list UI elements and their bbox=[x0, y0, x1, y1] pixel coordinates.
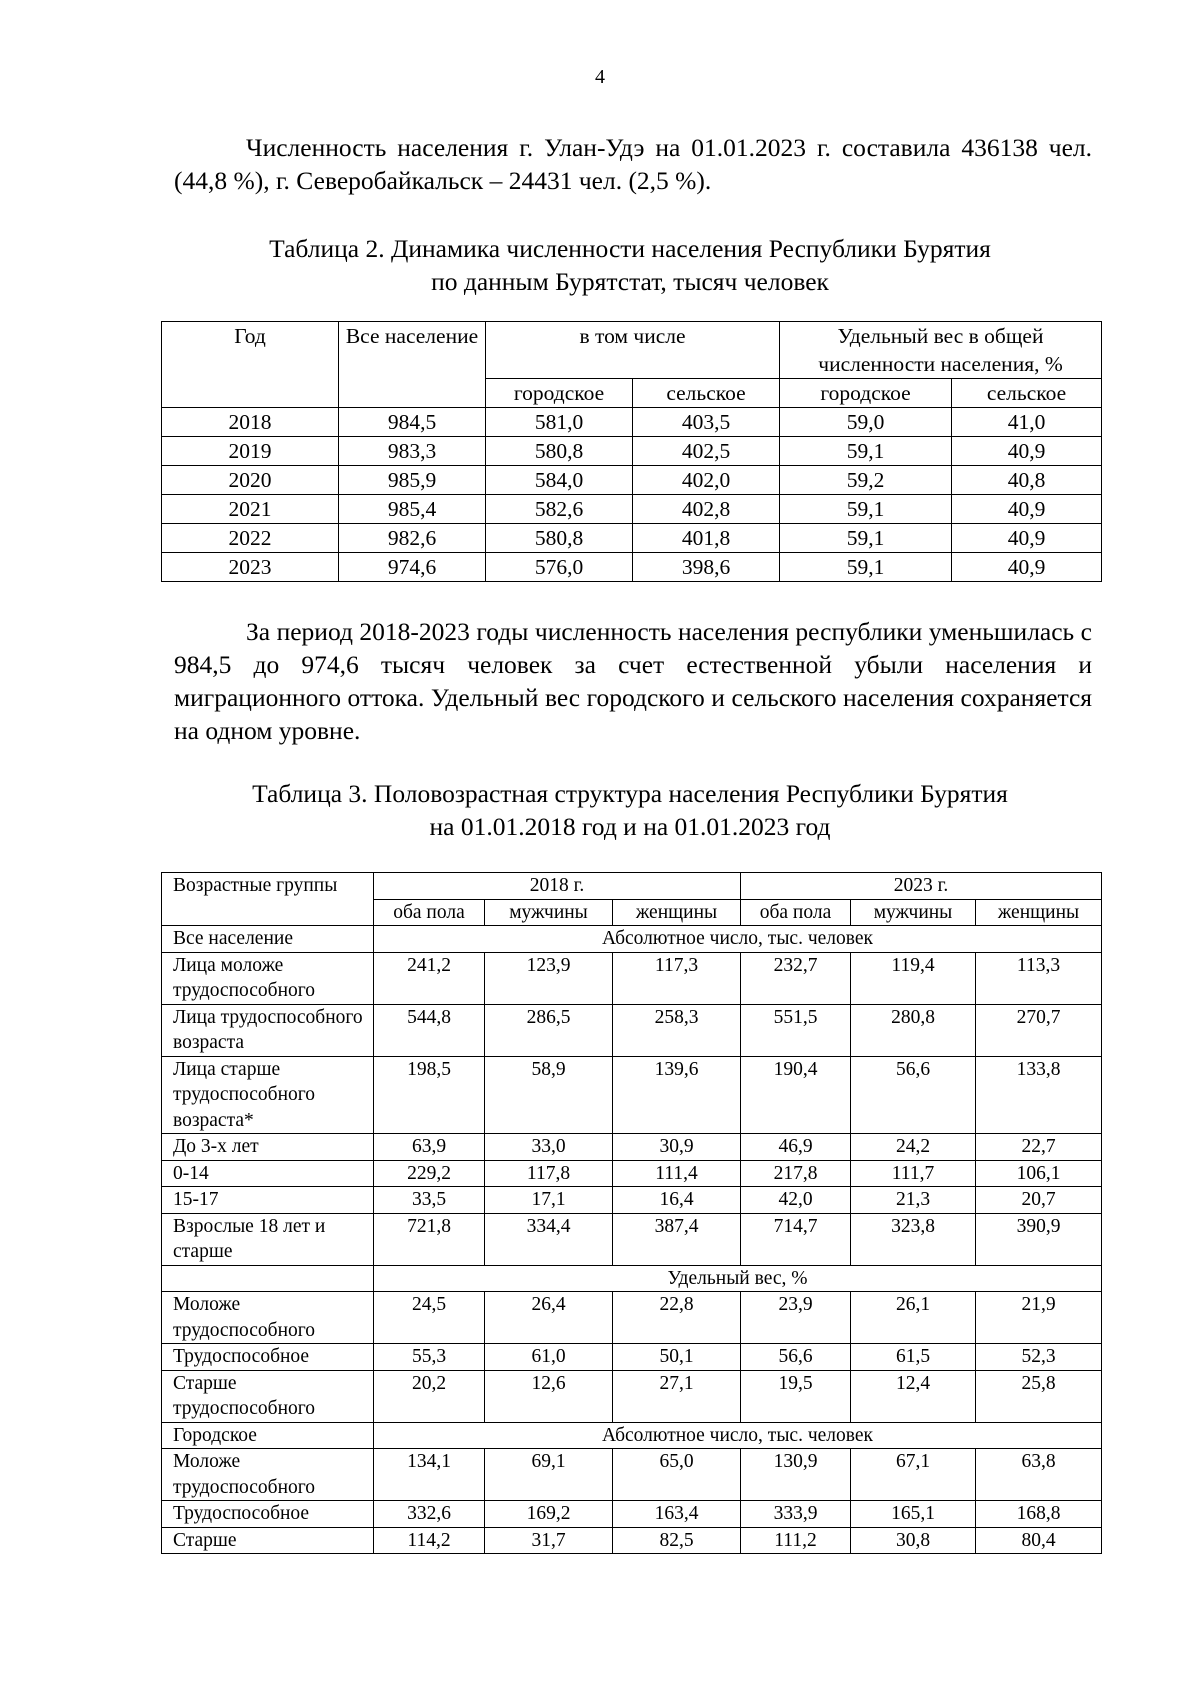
table-cell: 401,8 bbox=[633, 524, 780, 553]
table-row bbox=[162, 1056, 1102, 1134]
table-cell: 2023 bbox=[162, 553, 339, 582]
intro-paragraph: Численность населения г. Улан-Удэ на 01.01.2023 г. составила 436138 чел. (44,8 %), г. Северобайкальск – 24431 чел. (2,5 %). bbox=[174, 133, 1092, 195]
table-cell: 985,9 bbox=[339, 466, 486, 495]
table-cell: 580,8 bbox=[486, 437, 633, 466]
table-cell: 59,1 bbox=[780, 495, 952, 524]
table-cell: 280,8 bbox=[851, 1004, 976, 1056]
table-cell: 117,8 bbox=[485, 1160, 613, 1187]
table-cell: 21,3 bbox=[851, 1187, 976, 1214]
table-cell: 334,4 bbox=[485, 1213, 613, 1265]
table-cell: 134,1 bbox=[374, 1449, 485, 1501]
header-age-groups: Возрастные группы bbox=[162, 873, 374, 926]
section-label bbox=[162, 1265, 374, 1292]
table-cell: 232,7 bbox=[741, 952, 851, 1004]
table-cell: 229,2 bbox=[374, 1160, 485, 1187]
table-cell: 30,9 bbox=[613, 1134, 741, 1161]
table-cell: 974,6 bbox=[339, 553, 486, 582]
table2-body bbox=[162, 408, 1102, 582]
table-cell: 2021 bbox=[162, 495, 339, 524]
table-cell: 551,5 bbox=[741, 1004, 851, 1056]
table-cell: 2022 bbox=[162, 524, 339, 553]
table-cell: 114,2 bbox=[374, 1527, 485, 1554]
table-cell: 286,5 bbox=[485, 1004, 613, 1056]
table-cell: 40,9 bbox=[952, 437, 1102, 466]
table-row bbox=[162, 1370, 1102, 1422]
table2-caption-line1: Таблица 2. Динамика численности населения Республики Бурятия bbox=[269, 234, 991, 263]
table-cell: 17,1 bbox=[485, 1187, 613, 1214]
row-label: Лица старше трудоспособного возраста* bbox=[162, 1056, 374, 1134]
table-cell: 61,5 bbox=[851, 1344, 976, 1371]
header-2018: 2018 г. bbox=[374, 873, 741, 900]
table-cell: 63,9 bbox=[374, 1134, 485, 1161]
table-cell: 26,1 bbox=[851, 1292, 976, 1344]
row-label: Старше трудоспособного bbox=[162, 1370, 374, 1422]
table-cell: 984,5 bbox=[339, 408, 486, 437]
table-cell: 165,1 bbox=[851, 1501, 976, 1528]
table-cell: 26,4 bbox=[485, 1292, 613, 1344]
table-cell: 580,8 bbox=[486, 524, 633, 553]
table-cell: 123,9 bbox=[485, 952, 613, 1004]
section-header-row bbox=[162, 926, 1102, 953]
table-cell: 22,7 bbox=[976, 1134, 1102, 1161]
age-sex-structure-table bbox=[161, 872, 1102, 1554]
row-label: Трудоспособное bbox=[162, 1344, 374, 1371]
row-label: До 3-х лет bbox=[162, 1134, 374, 1161]
table-cell: 23,9 bbox=[741, 1292, 851, 1344]
table-row bbox=[162, 466, 1102, 495]
table-cell: 59,1 bbox=[780, 524, 952, 553]
table-row bbox=[162, 408, 1102, 437]
table-cell: 56,6 bbox=[741, 1344, 851, 1371]
table-row bbox=[162, 553, 1102, 582]
table-cell: 117,3 bbox=[613, 952, 741, 1004]
header-total: Все население bbox=[339, 322, 486, 408]
table-cell: 323,8 bbox=[851, 1213, 976, 1265]
table-cell: 163,4 bbox=[613, 1501, 741, 1528]
table-cell: 59,0 bbox=[780, 408, 952, 437]
row-label: Старше bbox=[162, 1527, 374, 1554]
table-cell: 402,8 bbox=[633, 495, 780, 524]
table-cell: 258,3 bbox=[613, 1004, 741, 1056]
row-label: Трудоспособное bbox=[162, 1501, 374, 1528]
table-cell: 40,9 bbox=[952, 495, 1102, 524]
table-cell: 31,7 bbox=[485, 1527, 613, 1554]
header-both-2023: оба пола bbox=[741, 899, 851, 926]
table-cell: 46,9 bbox=[741, 1134, 851, 1161]
table-row bbox=[162, 1213, 1102, 1265]
table-cell: 2019 bbox=[162, 437, 339, 466]
section-header-row bbox=[162, 1265, 1102, 1292]
table-cell: 24,5 bbox=[374, 1292, 485, 1344]
table-cell: 198,5 bbox=[374, 1056, 485, 1134]
table-cell: 30,8 bbox=[851, 1527, 976, 1554]
table-row bbox=[162, 524, 1102, 553]
table-cell: 982,6 bbox=[339, 524, 486, 553]
table-cell: 16,4 bbox=[613, 1187, 741, 1214]
table-row bbox=[162, 1004, 1102, 1056]
table-row bbox=[162, 1292, 1102, 1344]
table2-caption-line2: по данным Бурятстат, тысяч человек bbox=[431, 267, 829, 296]
header-share-urban: городское bbox=[780, 379, 952, 408]
table-row bbox=[162, 1449, 1102, 1501]
section-label: Все население bbox=[162, 926, 374, 953]
table-cell: 111,2 bbox=[741, 1527, 851, 1554]
table-row bbox=[162, 1344, 1102, 1371]
table-cell: 42,0 bbox=[741, 1187, 851, 1214]
table-cell: 41,0 bbox=[952, 408, 1102, 437]
section-title: Удельный вес, % bbox=[374, 1265, 1102, 1292]
row-label: Лица трудоспособного возраста bbox=[162, 1004, 374, 1056]
header-share-rural: сельское bbox=[952, 379, 1102, 408]
table-cell: 50,1 bbox=[613, 1344, 741, 1371]
table-cell: 403,5 bbox=[633, 408, 780, 437]
table-cell: 111,4 bbox=[613, 1160, 741, 1187]
table-cell: 20,7 bbox=[976, 1187, 1102, 1214]
table-row bbox=[162, 1527, 1102, 1554]
table-cell: 24,2 bbox=[851, 1134, 976, 1161]
table-cell: 584,0 bbox=[486, 466, 633, 495]
table-cell: 270,7 bbox=[976, 1004, 1102, 1056]
table-cell: 387,4 bbox=[613, 1213, 741, 1265]
table-cell: 59,2 bbox=[780, 466, 952, 495]
row-label: 15-17 bbox=[162, 1187, 374, 1214]
table-cell: 56,6 bbox=[851, 1056, 976, 1134]
table-cell: 40,9 bbox=[952, 553, 1102, 582]
table-cell: 69,1 bbox=[485, 1449, 613, 1501]
table-cell: 52,3 bbox=[976, 1344, 1102, 1371]
table-cell: 169,2 bbox=[485, 1501, 613, 1528]
table-cell: 721,8 bbox=[374, 1213, 485, 1265]
table-row bbox=[162, 437, 1102, 466]
table-cell: 190,4 bbox=[741, 1056, 851, 1134]
table-cell: 58,9 bbox=[485, 1056, 613, 1134]
header-women-2023: женщины bbox=[976, 899, 1102, 926]
table-row bbox=[162, 1501, 1102, 1528]
table-cell: 20,2 bbox=[374, 1370, 485, 1422]
row-label: 0-14 bbox=[162, 1160, 374, 1187]
table-cell: 40,9 bbox=[952, 524, 1102, 553]
table-cell: 12,6 bbox=[485, 1370, 613, 1422]
section-title: Абсолютное число, тыс. человек bbox=[374, 1422, 1102, 1449]
table-cell: 61,0 bbox=[485, 1344, 613, 1371]
table-cell: 168,8 bbox=[976, 1501, 1102, 1528]
table-cell: 390,9 bbox=[976, 1213, 1102, 1265]
section-header-row bbox=[162, 1422, 1102, 1449]
table-row bbox=[162, 952, 1102, 1004]
header-year: Год bbox=[162, 322, 339, 408]
table-cell: 119,4 bbox=[851, 952, 976, 1004]
dynamics-paragraph: За период 2018-2023 годы численность населения республики уменьшилась с 984,5 до 974,6 тысяч человек за счет естественной убыли населения и миграционного оттока. Удельный вес городского и сельского населения сохраняется на одном уровне. bbox=[174, 617, 1092, 745]
table-cell: 544,8 bbox=[374, 1004, 485, 1056]
table-cell: 333,9 bbox=[741, 1501, 851, 1528]
row-label: Лица моложе трудоспособного bbox=[162, 952, 374, 1004]
table-cell: 59,1 bbox=[780, 553, 952, 582]
header-including: в том числе bbox=[486, 322, 780, 379]
table-cell: 111,7 bbox=[851, 1160, 976, 1187]
header-2023: 2023 г. bbox=[741, 873, 1102, 900]
population-dynamics-table bbox=[161, 321, 1102, 582]
table-cell: 19,5 bbox=[741, 1370, 851, 1422]
table2-caption bbox=[160, 232, 1100, 298]
table-row bbox=[162, 495, 1102, 524]
table-cell: 82,5 bbox=[613, 1527, 741, 1554]
header-urban: городское bbox=[486, 379, 633, 408]
table-row bbox=[162, 1160, 1102, 1187]
table-cell: 25,8 bbox=[976, 1370, 1102, 1422]
page-number: 4 bbox=[595, 66, 605, 88]
header-both-2018: оба пола bbox=[374, 899, 485, 926]
table-cell: 2020 bbox=[162, 466, 339, 495]
table-cell: 65,0 bbox=[613, 1449, 741, 1501]
row-label: Моложе трудоспособного bbox=[162, 1292, 374, 1344]
table-cell: 985,4 bbox=[339, 495, 486, 524]
table-cell: 402,0 bbox=[633, 466, 780, 495]
header-men-2018: мужчины bbox=[485, 899, 613, 926]
row-label: Моложе трудоспособного bbox=[162, 1449, 374, 1501]
table-cell: 576,0 bbox=[486, 553, 633, 582]
table-cell: 581,0 bbox=[486, 408, 633, 437]
table-cell: 241,2 bbox=[374, 952, 485, 1004]
table-cell: 33,5 bbox=[374, 1187, 485, 1214]
section-title: Абсолютное число, тыс. человек bbox=[374, 926, 1102, 953]
table-cell: 402,5 bbox=[633, 437, 780, 466]
table-cell: 332,6 bbox=[374, 1501, 485, 1528]
table-cell: 217,8 bbox=[741, 1160, 851, 1187]
table3-caption bbox=[160, 777, 1100, 843]
table-cell: 130,9 bbox=[741, 1449, 851, 1501]
table-cell: 139,6 bbox=[613, 1056, 741, 1134]
table3-caption-line1: Таблица 3. Половозрастная структура населения Республики Бурятия bbox=[252, 779, 1008, 808]
table-cell: 113,3 bbox=[976, 952, 1102, 1004]
table-cell: 40,8 bbox=[952, 466, 1102, 495]
table-cell: 22,8 bbox=[613, 1292, 741, 1344]
table-cell: 398,6 bbox=[633, 553, 780, 582]
table-cell: 27,1 bbox=[613, 1370, 741, 1422]
table-cell: 2018 bbox=[162, 408, 339, 437]
table-cell: 67,1 bbox=[851, 1449, 976, 1501]
table-cell: 21,9 bbox=[976, 1292, 1102, 1344]
table-cell: 59,1 bbox=[780, 437, 952, 466]
table-cell: 106,1 bbox=[976, 1160, 1102, 1187]
table3-caption-line2: на 01.01.2018 год и на 01.01.2023 год bbox=[429, 812, 831, 841]
table-cell: 582,6 bbox=[486, 495, 633, 524]
table-row bbox=[162, 1187, 1102, 1214]
header-share: Удельный вес в общей численности населения, % bbox=[780, 322, 1102, 379]
header-rural: сельское bbox=[633, 379, 780, 408]
table3-body bbox=[162, 926, 1102, 1554]
section-label: Городское bbox=[162, 1422, 374, 1449]
table-row bbox=[162, 1134, 1102, 1161]
table-cell: 133,8 bbox=[976, 1056, 1102, 1134]
table-cell: 714,7 bbox=[741, 1213, 851, 1265]
header-men-2023: мужчины bbox=[851, 899, 976, 926]
table-cell: 63,8 bbox=[976, 1449, 1102, 1501]
header-women-2018: женщины bbox=[613, 899, 741, 926]
row-label: Взрослые 18 лет и старше bbox=[162, 1213, 374, 1265]
table-cell: 33,0 bbox=[485, 1134, 613, 1161]
table-cell: 983,3 bbox=[339, 437, 486, 466]
table-cell: 80,4 bbox=[976, 1527, 1102, 1554]
table-cell: 55,3 bbox=[374, 1344, 485, 1371]
table-cell: 12,4 bbox=[851, 1370, 976, 1422]
